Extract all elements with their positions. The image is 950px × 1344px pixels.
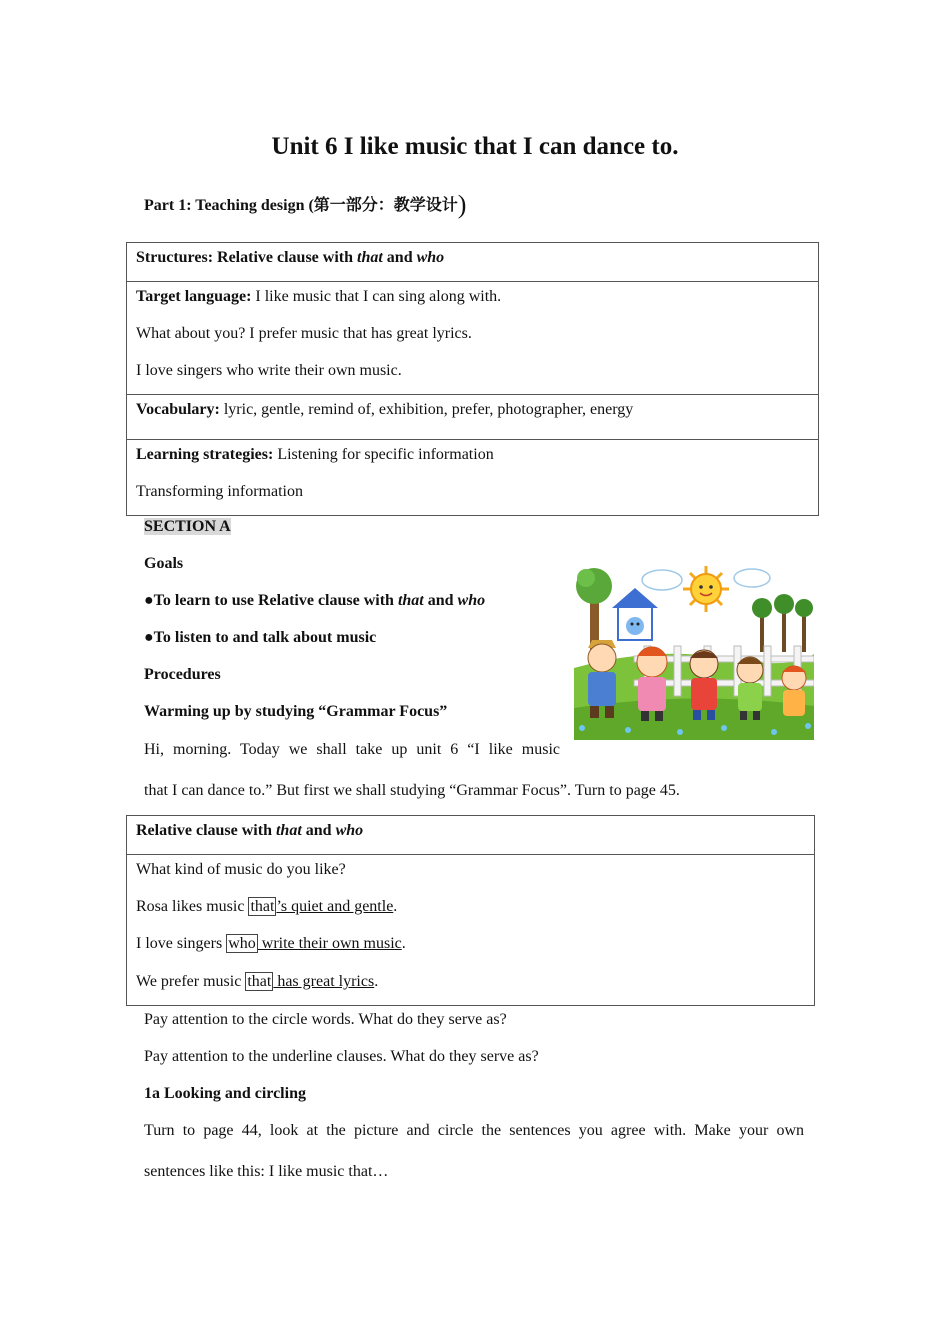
page-title: Unit 6 I like music that I can dance to. [271,133,679,160]
warming-up-heading: Warming up by studying “Grammar Focus” [144,703,448,720]
target-language-label: Target language: [136,288,252,305]
part-heading [144,190,466,220]
s1-pre: Rosa likes music [136,898,249,915]
s2-underlined-clause: write their own music [257,935,402,952]
strategies-label: Learning strategies: [136,446,274,463]
activity-1a-line1: Turn to page 44, look at the picture and circle the sentences you agree with. Make your own [144,1122,804,1139]
target-language-line3: I love singers who write their own music. [136,362,402,379]
vocabulary-text: lyric, gentle, remind of, exhibition, prefer, photographer, energy [219,401,634,418]
section-a-heading-text: SECTION A [144,518,231,535]
overview-table [126,242,819,516]
intro-line-2: that I can dance to.” But first we shall studying “Grammar Focus”. Turn to page 45. [144,782,680,799]
goal-1-who: who [457,592,486,609]
structures-label: Structures: Relative clause with [136,249,357,266]
grammar-focus-table [126,815,815,1006]
activity-1a-heading: 1a Looking and circling [144,1085,306,1102]
s2-circled-word: who [228,935,256,952]
procedures-heading: Procedures [144,666,221,683]
child-figure [737,657,763,720]
goals-heading: Goals [144,555,184,572]
grammar-header-and: and [301,822,336,839]
underline-clauses-question: Pay attention to the underline clauses. What do they serve as? [144,1048,539,1065]
activity-1a-line2: sentences like this: I like music that… [144,1163,389,1180]
s3-underlined-clause: has great lyrics [273,973,375,990]
intro-line-1: Hi, morning. Today we shall take up unit 6 “I like music [144,741,560,758]
circle-words-question: Pay attention to the circle words. What do they serve as? [144,1011,507,1028]
section-a-heading [144,515,231,539]
strategies-text1: Listening for specific information [273,446,494,463]
children-cartoon-illustration [574,558,814,740]
target-language-text1: I like music that I can sing along with. [251,288,502,305]
grammar-header-that: that [275,822,302,839]
goal-2: ●To listen to and talk about music [144,629,377,646]
structures-who: who [416,249,445,266]
target-language-line1 [136,282,809,319]
child-figure [637,647,667,721]
s3-pre: We prefer music [136,973,246,990]
s2-pre: I love singers [136,935,227,952]
structures-row [136,243,809,280]
vocabulary-row [136,395,809,432]
goal-1-and: and [423,592,458,609]
part-heading-paren: ) [457,190,467,219]
tree-icon-right [752,594,813,652]
grammar-sentence-1 [136,892,805,929]
grammar-sentence-2 [136,929,805,967]
grammar-focus-header [136,816,805,853]
strategies-line2: Transforming information [136,483,303,500]
s3-end: . [374,973,379,990]
strategies-line1 [136,440,809,477]
vocabulary-label: Vocabulary: [136,401,220,418]
structures-that: that [357,249,383,266]
grammar-question: What kind of music do you like? [136,861,346,878]
child-figure [690,650,718,720]
grammar-header-text: Relative clause with [136,822,276,839]
child-figure [782,666,806,716]
structures-and: and [382,249,417,266]
part-heading-text: Part 1: Teaching design (第一部分：教学设计 [144,197,458,214]
s1-end: . [393,898,398,915]
s1-underlined-clause: ’s quiet and gentle [276,898,394,915]
grammar-header-who: who [335,822,364,839]
s2-end: . [401,935,406,952]
grammar-sentence-3 [136,967,805,1004]
s1-circled-word: that [250,898,275,915]
goal-1 [144,589,485,613]
goal-1-that: that [397,592,424,609]
target-language-line2: What about you? I prefer music that has great lyrics. [136,325,472,342]
s3-circled-word: that [247,973,272,990]
goal-1-text: ●To learn to use Relative clause with [144,592,398,609]
